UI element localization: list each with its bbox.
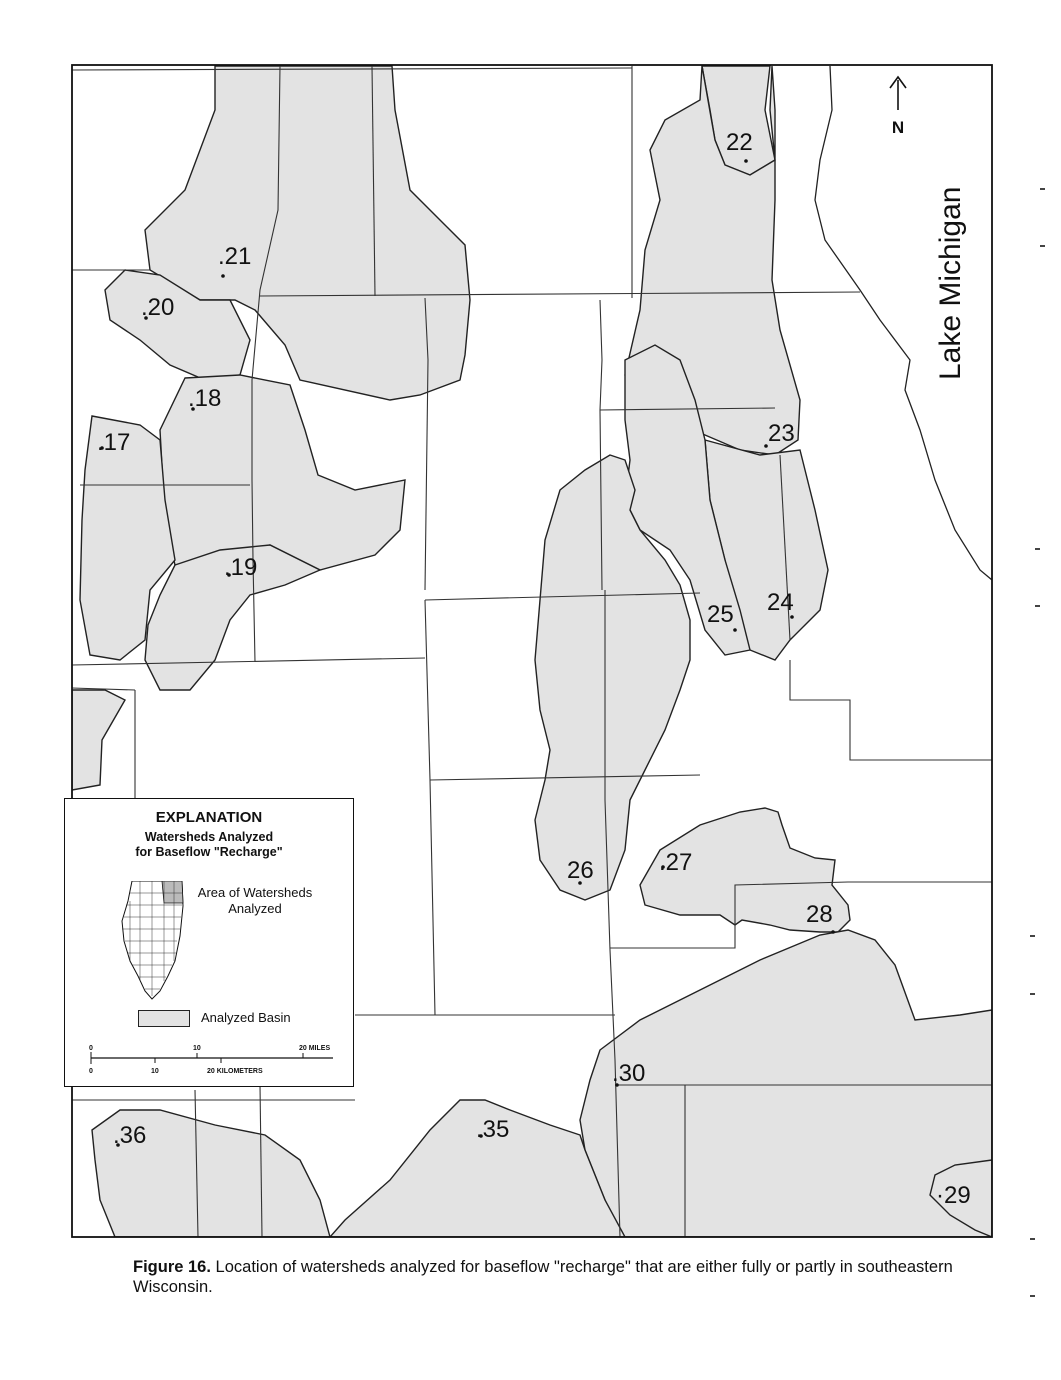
scale-km-10: 10 (151, 1068, 159, 1075)
margin-mark (1040, 245, 1045, 247)
watershed-label-29: ·29 (936, 1182, 971, 1209)
margin-mark (1030, 1238, 1035, 1240)
watershed-label-36: .36 (113, 1122, 147, 1149)
legend-subtitle-line2: for Baseflow "Recharge" (135, 845, 283, 859)
figure-label: Figure 16. (133, 1258, 211, 1276)
watershed-label-17: .17 (97, 429, 131, 456)
margin-mark (1030, 1295, 1035, 1297)
legend-subtitle-line1: Watersheds Analyzed (144, 830, 274, 844)
legend-area-label: Area of Watersheds Analyzed (197, 885, 313, 916)
illinois-locator-map (120, 881, 190, 1001)
scale-bar (87, 1043, 337, 1077)
margin-mark (1035, 548, 1040, 550)
analyzed-basin-swatch (138, 1010, 190, 1027)
margin-mark (1030, 935, 1035, 937)
watershed-label-18: .18 (188, 385, 222, 412)
watershed-label-22: 22 (726, 129, 753, 156)
north-label: N (891, 118, 905, 137)
scale-km-0: 0 (89, 1068, 93, 1075)
scale-miles-0: 0 (89, 1045, 93, 1052)
watershed-label-30: .30 (612, 1060, 646, 1087)
lake-michigan-label: Lake Michigan (934, 186, 967, 380)
analyzed-basin-label: Analyzed Basin (201, 1010, 291, 1025)
watershed-label-27: .27 (659, 849, 693, 876)
margin-mark (1030, 993, 1035, 995)
watershed-label-21: .21 (218, 243, 252, 270)
watershed-label-20: .20 (141, 294, 175, 321)
legend-title: EXPLANATION (155, 809, 263, 826)
figure-caption (133, 1257, 953, 1297)
scale-miles-20: 20 MILES (299, 1045, 331, 1052)
watershed-label-23: 23 (768, 420, 795, 447)
north-arrow-icon (890, 77, 906, 110)
watershed-label-25: 25 (707, 601, 734, 628)
margin-mark (1040, 188, 1045, 190)
caption-text: Location of watersheds analyzed for baseflow "recharge" that are either fully or partly in southeastern Wisconsin. (133, 1258, 953, 1296)
watershed-label-28: 28 (806, 901, 833, 928)
scale-miles-10: 10 (193, 1045, 201, 1052)
watershed-west-edge-basin (72, 690, 125, 790)
legend-box (64, 798, 354, 1087)
watershed-label-26: 26 (567, 857, 594, 884)
scale-km-20: 20 KILOMETERS (207, 1068, 263, 1075)
watershed-label-19: .19 (224, 554, 258, 581)
margin-mark (1035, 605, 1040, 607)
watershed-label-35: .35 (476, 1116, 510, 1143)
watershed-label-24: 24 (767, 589, 794, 616)
